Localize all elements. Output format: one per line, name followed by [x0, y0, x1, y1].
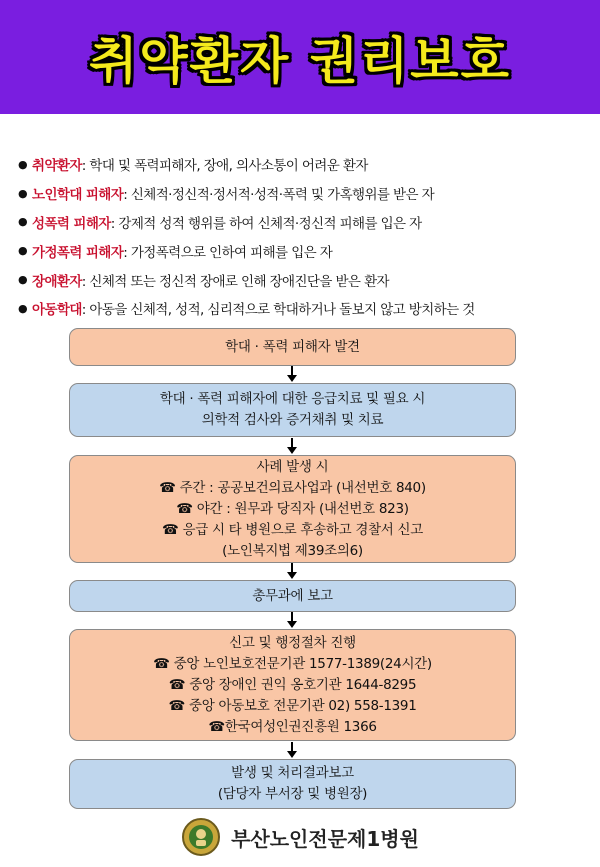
flow-step-line: ☎ 주간 : 공공보건의료사업과 (내선번호 840)	[159, 479, 426, 496]
bullet-icon: ●	[18, 186, 27, 200]
flow-step-reporting-procedure	[69, 629, 516, 741]
definition-term: 성폭력 피해자	[32, 215, 111, 232]
definition-desc: : 신체적·정신적·정서적·성적·폭력 및 가혹행위를 받은 자	[123, 187, 435, 204]
definition-desc: : 아동을 신체적, 성적, 심리적으로 학대하거나 돌보지 않고 방치하는 것	[81, 302, 475, 319]
flow-step-discovery	[69, 328, 516, 366]
page-title: 취약환자 권리보호	[89, 32, 511, 90]
bullet-icon: ●	[18, 244, 27, 258]
flow-step-line: 신고 및 행정절차 진행	[229, 634, 356, 651]
definition-term: 아동학대	[32, 302, 82, 319]
arrow-down-icon	[284, 612, 300, 628]
definition-item	[18, 179, 588, 208]
definition-item	[18, 265, 588, 294]
flow-step-line: (노인복지법 제39조의6)	[222, 542, 363, 559]
hospital-name: 부산노인전문제1병원	[231, 826, 419, 851]
flow-step-line: ☎ 중앙 노인보호전문기관 1577-1389(24시간)	[153, 655, 432, 672]
flow-step-line: 발생 및 처리결과보고	[231, 765, 354, 781]
flow-step-treatment	[69, 383, 516, 437]
flow-step-line: 사례 발생 시	[256, 458, 329, 475]
definition-desc: : 신체적 또는 정신적 장애로 인해 장애진단을 받은 환자	[81, 273, 389, 290]
definition-item	[18, 208, 588, 237]
flow-step-line: ☎한국여성인권진흥원 1366	[208, 718, 377, 735]
arrow-down-icon	[284, 438, 300, 454]
flow-step-line: ☎ 중앙 장애인 권익 옹호기관 1644-8295	[168, 676, 417, 693]
bullet-icon: ●	[18, 157, 27, 171]
title-banner	[0, 0, 600, 114]
flow-step-line: ☎ 중앙 아동보호 전문기관 02) 558-1391	[168, 697, 417, 714]
definition-item	[18, 150, 588, 179]
flow-step-case-occurrence	[69, 455, 516, 563]
footer	[0, 812, 600, 862]
bullet-icon: ●	[18, 215, 27, 229]
definition-desc: : 강제적 성적 행위를 하여 신체적·정신적 피해를 입은 자	[110, 215, 422, 232]
arrow-down-icon	[284, 742, 300, 758]
definition-item	[18, 294, 588, 323]
definition-term: 장애환자	[32, 273, 82, 290]
flow-step-line: 총무과에 보고	[252, 587, 333, 604]
definition-desc: : 학대 및 폭력피해자, 장애, 의사소통이 어려운 환자	[81, 158, 368, 175]
definition-term: 노인학대 피해자	[32, 187, 124, 204]
flow-step-line: ☎ 응급 시 타 병원으로 후송하고 경찰서 신고	[161, 521, 424, 538]
flow-step-line: 학대 · 폭력 피해자에 대한 응급치료 및 필요 시	[159, 391, 426, 407]
bullet-icon: ●	[18, 301, 27, 315]
definition-list	[18, 150, 588, 323]
hospital-logo-icon	[181, 817, 221, 857]
definition-desc: : 가정폭력으로 인하여 피해를 입은 자	[123, 244, 333, 261]
flow-step-report-general-affairs	[69, 580, 516, 612]
definition-term: 가정폭력 피해자	[32, 244, 124, 261]
flow-step-line: 학대 · 폭력 피해자 발견	[225, 338, 360, 355]
definition-term: 취약환자	[32, 158, 82, 175]
flow-step-line: 의학적 검사와 증거채취 및 치료	[201, 412, 384, 428]
flow-step-result-report	[69, 759, 516, 809]
definition-item	[18, 236, 588, 265]
flow-step-line: ☎ 야간 : 원무과 당직자 (내선번호 823)	[176, 500, 409, 517]
bullet-icon: ●	[18, 273, 27, 287]
arrow-down-icon	[284, 563, 300, 579]
arrow-down-icon	[284, 366, 300, 382]
flow-step-line: (담당자 부서장 및 병원장)	[217, 786, 368, 802]
